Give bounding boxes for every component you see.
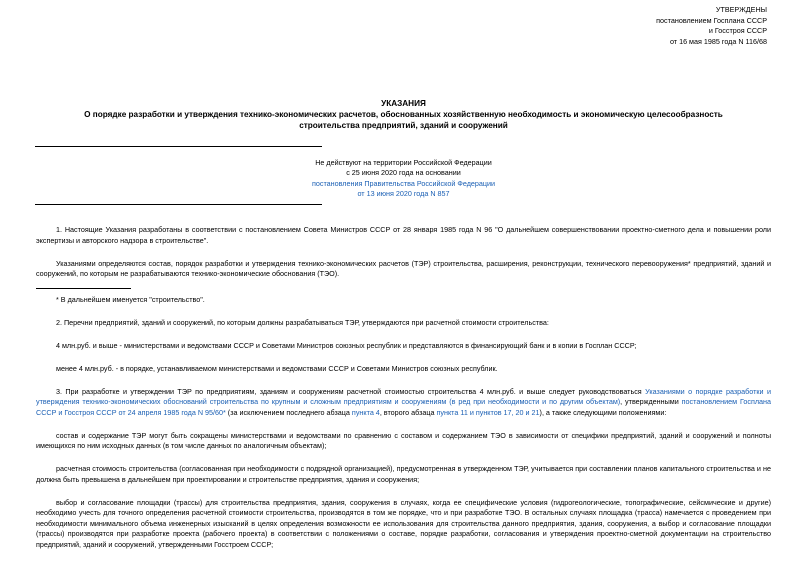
paragraph-6-text-b: , утвержденными xyxy=(620,397,682,406)
title-main: УКАЗАНИЯ xyxy=(381,99,426,108)
footnote-divider xyxy=(36,288,131,289)
paragraph-6 xyxy=(36,387,771,419)
paragraph-9: выбор и согласование площадки (трассы) для строительства предприятия, здания, сооружения в случаях, когда ее специфические условия (гидрогеологические, топографические, сейсмические и другие) необходимо учесть для точного определения расчетной стоимости строительства, производятся в том же порядке, что и при разработке ТЭО. В остальных случаях площадка (трасса) намечается с проведением при необходимости минимального объема инженерных изысканий в целях определения возможности ее использования для строительства данного предприятия, здания, сооружения, а выбор и согласование площадки (трассы) производятся при разработке проекта (рабочего проекта) в соответствии с положениями о составе, порядке разработки, согласования и утверждения проектно-сметной документации на строительство предприятий, зданий и сооружений, утвержденными Госстроем СССР; xyxy=(36,497,771,549)
paragraph-6-text-a: 3. При разработке и утверждении ТЭР по предприятиям, зданиям и сооружениям расчетной стоимостью строительства 4 млн.руб. и выше следует руководствоваться xyxy=(56,386,646,396)
paragraph-6-text-c: (за исключением последнего абзаца xyxy=(225,407,352,417)
link-item-4[interactable]: пункта 4 xyxy=(351,407,380,417)
divider-bottom xyxy=(35,204,322,205)
paragraph-6-text-d: , второго абзаца xyxy=(379,407,437,417)
document-body xyxy=(36,225,771,550)
paragraph-1: 1. Настоящие Указания разработаны в соответствии с постановлением Совета Министров СССР от 28 января 1985 года N 96 "О дальнейшем совершенствовании проектно-сметного дела и повышении роли экспертизы и авторского надзора в строительстве". xyxy=(36,225,771,245)
paragraph-7: состав и содержание ТЭР могут быть сокращены министерствами и ведомствами по сравнению с составом и содержанием ТЭО в зависимости от специфики предприятий, зданий и сооружений и полноты имеющихся по ним исходных данных (в том числе данных по аналогичным объектам); xyxy=(36,430,771,450)
paragraph-5: менее 4 млн.руб. - в порядке, устанавливаемом министерствами и ведомствами СССР и Советами Министров союзных республик. xyxy=(56,363,498,373)
document-title xyxy=(30,98,777,131)
notice-link-1[interactable]: постановления Правительства Российской Федерации xyxy=(311,178,496,188)
footnote: * В дальнейшем именуется "строительство". xyxy=(56,294,205,304)
divider-top xyxy=(35,146,322,147)
status-notice xyxy=(0,158,807,199)
paragraph-3: 2. Перечни предприятий, зданий и сооружений, по которым должны разрабатываться ТЭР, утверждаются при расчетной стоимости строительства: xyxy=(56,317,549,327)
link-items-11-21[interactable]: пункта 11 и пунктов 17, 20 и 21 xyxy=(436,407,540,417)
approval-line-2: постановлением Госплана СССР xyxy=(656,15,767,25)
approval-line-4: от 16 мая 1985 года N 116/68 xyxy=(669,36,767,46)
link-resolution[interactable]: постановлением Госплана СССР и Госстроя СССР от 24 апреля 1985 года N 95/60* xyxy=(36,397,772,417)
paragraph-2: Указаниями определяются состав, порядок разработки и утверждения технико-экономических расчетов (ТЭР) строительства, расширения, реконструкции, технического перевооружения* предприятий, зданий и сооружений, по которым не разрабатываются технико-экономические обоснования (ТЭО). xyxy=(36,258,771,278)
paragraph-4: 4 млн.руб. и выше - министерствами и ведомствами СССР и Советами Министров союзных республик и представляются в финансирующий банк и в копии в Госплан СССР; xyxy=(56,340,637,350)
link-tz-guidelines[interactable]: Указаниями о порядке разработки и утверждения технико-экономических обоснований строительства по крупным и сложным предприятиям и сооружениям (в ред при необходимости и по другим объектам) xyxy=(36,386,771,406)
paragraph-8: расчетная стоимость строительства (согласованная при необходимости с подрядной организацией), предусмотренная в утвержденном ТЭР, учитывается при составлении планов капитального строительства и не должна быть превышена в дальнейшем при проектировании и строительстве предприятия, здания и сооружения; xyxy=(36,464,771,484)
notice-link-2[interactable]: от 13 июня 2020 года N 857 xyxy=(357,188,450,198)
approval-line-3: и Госстроя СССР xyxy=(708,26,767,35)
approval-line-1: УТВЕРЖДЕНЫ xyxy=(715,5,767,14)
title-subtitle: О порядке разработки и утверждения технико-экономических расчетов, обоснованных хозяйственную необходимость и экономическую целесообразность строительства предприятий, зданий и сооружений xyxy=(84,110,723,130)
approval-stamp xyxy=(656,5,767,47)
notice-line-1: Не действуют на территории Российской Федерации xyxy=(315,158,492,167)
paragraph-6-text-e: ), а также следующими положениями: xyxy=(539,407,667,417)
notice-line-2: с 25 июня 2020 года на основании xyxy=(346,168,461,178)
